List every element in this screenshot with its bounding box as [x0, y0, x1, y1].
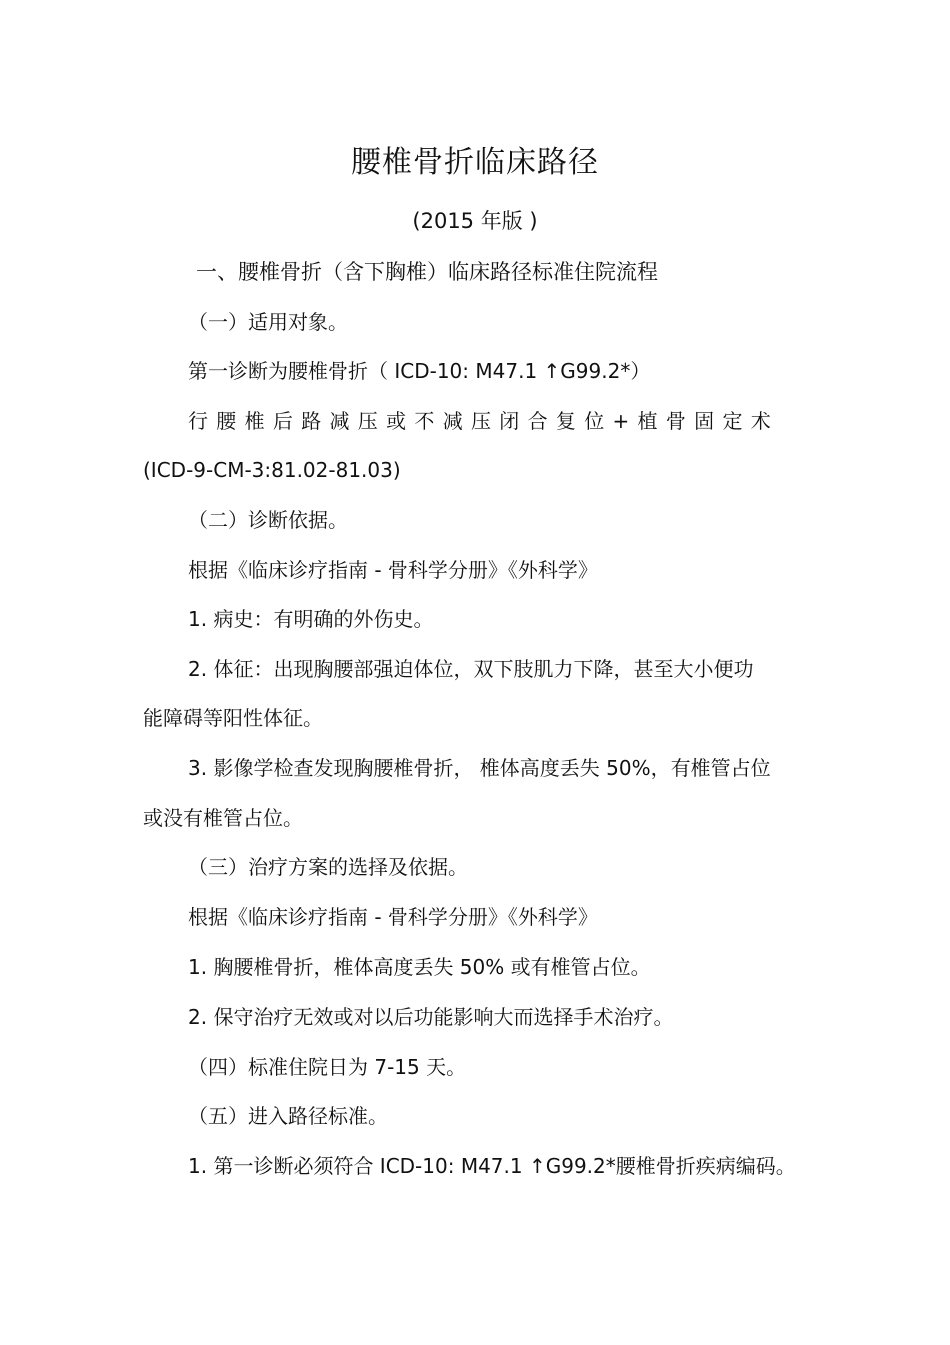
list-item: 3. 影像学检查发现胸腰椎骨折， 椎体高度丢失 50%，有椎管占位 [188, 756, 771, 780]
list-item: 2. 保守治疗无效或对以后功能影响大而选择手术治疗。 [188, 1005, 674, 1029]
subsection-heading: （三）治疗方案的选择及依据。 [188, 855, 468, 879]
document-edition: (2015 年版 ) [412, 209, 538, 233]
subsection-heading: （四）标准住院日为 7-15 天。 [188, 1055, 467, 1079]
paragraph-line: 或没有椎管占位。 [143, 806, 303, 830]
list-item: 2. 体征：出现胸腰部强迫体位，双下肢肌力下降，甚至大小便功 [188, 657, 754, 681]
paragraph-line: 第一诊断为腰椎骨折（ ICD-10: M47.1 ↑G99.2*） [188, 359, 651, 383]
paragraph-line: 根据《临床诊疗指南 - 骨科学分册》《外科学》 [188, 905, 598, 929]
paragraph-line: 能障碍等阳性体征。 [143, 706, 323, 730]
section-heading: 一、腰椎骨折（含下胸椎）临床路径标准住院流程 [196, 260, 658, 284]
list-item: 1. 胸腰椎骨折，椎体高度丢失 50% 或有椎管占位。 [188, 955, 651, 979]
paragraph-line: (ICD-9-CM-3:81.02-81.03) [143, 458, 401, 482]
list-item: 1. 第一诊断必须符合 ICD-10: M47.1 ↑G99.2*腰椎骨折疾病编码。 [188, 1154, 796, 1178]
paragraph-line: 根据《临床诊疗指南 - 骨科学分册》《外科学》 [188, 558, 598, 582]
paragraph-line: 行腰椎后路减压或不减压闭合复位+植骨固定术 [188, 409, 780, 433]
list-item: 1. 病史：有明确的外伤史。 [188, 607, 434, 631]
subsection-heading: （二）诊断依据。 [188, 508, 348, 532]
document-title: 腰椎骨折临床路径 [351, 145, 599, 180]
subsection-heading: （五）进入路径标准。 [188, 1104, 388, 1128]
subsection-heading: （一）适用对象。 [188, 310, 348, 334]
